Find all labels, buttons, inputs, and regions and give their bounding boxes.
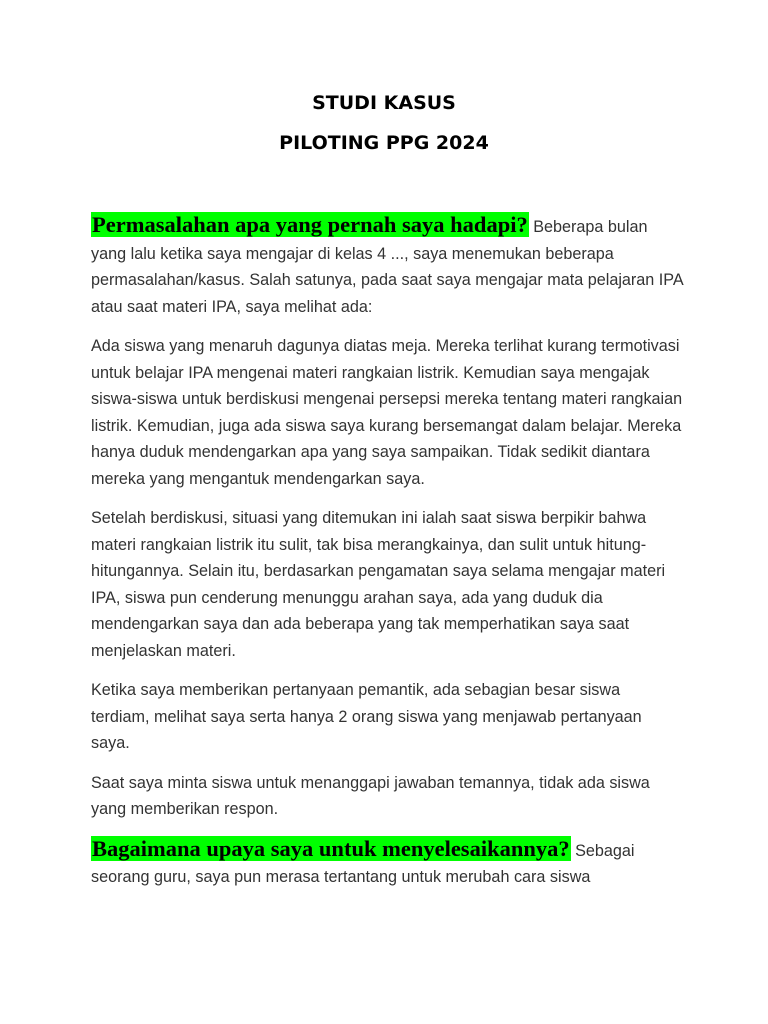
section-1-paragraph bbox=[91, 212, 683, 320]
paragraph-4: Saat saya minta siswa untuk menanggapi jawaban temannya, tidak ada siswa yang memberikan respon. bbox=[91, 773, 650, 818]
paragraph-1: Ada siswa yang menaruh dagunya diatas meja. Mereka terlihat kurang termotivasi untuk belajar IPA mengenai materi rangkaian listrik. Kemudian saya mengajak siswa-siswa untuk berdiskusi mengenai persepsi mereka tentang materi rangkaian listrik. Kemudian, juga ada siswa saya kurang bersemangat dalam belajar. Mereka hanya duduk mendengarkan apa yang saya sampaikan. Tidak sedikit diantara mereka yang mengantuk mendengarkan saya. bbox=[91, 337, 683, 488]
section-2-paragraph bbox=[91, 836, 683, 891]
document-title: STUDI KASUS bbox=[312, 92, 456, 114]
paragraph-2: Setelah berdiskusi, situasi yang ditemukan ini ialah saat siswa berpikir bahwa materi rangkaian listrik itu sulit, tak bisa merangkainya, dan sulit untuk hitung-hitungannya. Selain itu, berdasarkan pengamatan saya selama mengajar materi IPA, siswa pun cenderung menunggu arahan saya, ada yang duduk dia mendengarkan saya dan ada beberapa yang tak memperhatikan saya saat menjelaskan materi. bbox=[91, 509, 666, 660]
document-body bbox=[91, 212, 683, 904]
document-subtitle: PILOTING PPG 2024 bbox=[279, 132, 489, 154]
section-2-heading: Bagaimana upaya saya untuk menyelesaikannya? bbox=[92, 835, 570, 861]
section-2-lead: Sebagai seorang guru, saya pun merasa tertantang untuk merubah cara siswa bbox=[91, 841, 635, 886]
paragraph-3: Ketika saya memberikan pertanyaan pemantik, ada sebagian besar siswa terdiam, melihat saya serta hanya 2 orang siswa yang menjawab pertanyaan saya. bbox=[91, 681, 642, 752]
section-1-heading: Permasalahan apa yang pernah saya hadapi? bbox=[92, 212, 528, 237]
section-1-lead: Beberapa bulan yang lalu ketika saya mengajar di kelas 4 ..., saya menemukan beberapa permasalahan/kasus. Salah satunya, pada saat saya mengajar mata pelajaran IPA atau saat materi IPA, saya melihat ada: bbox=[91, 218, 683, 316]
